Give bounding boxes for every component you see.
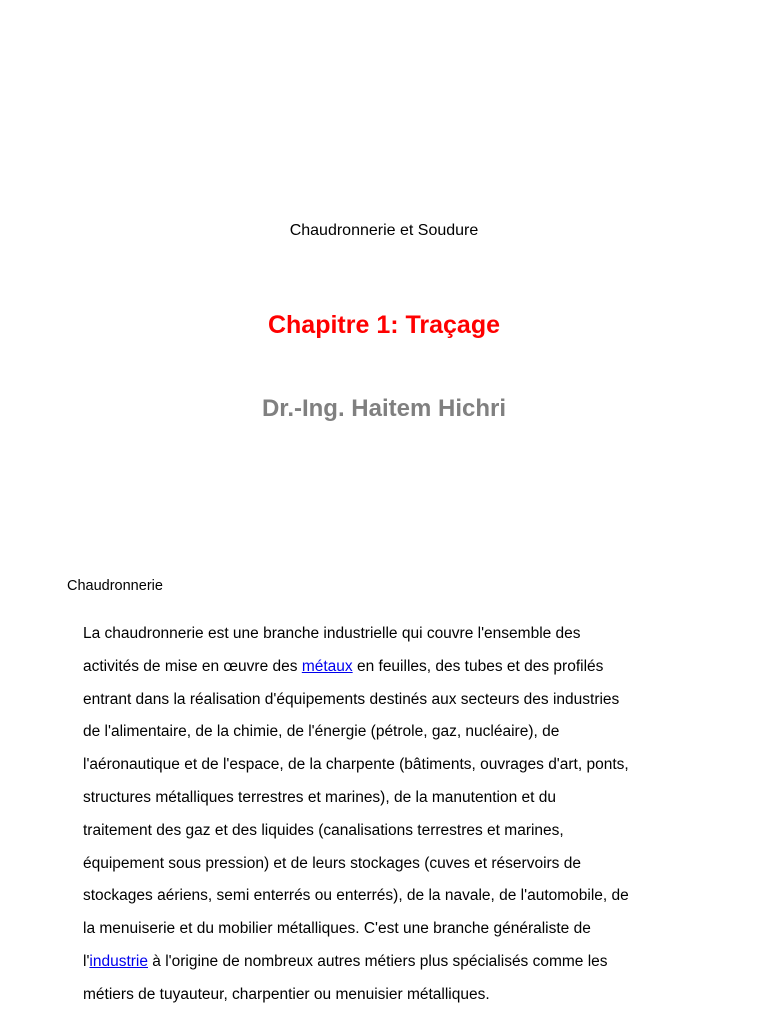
paragraph-line [83,651,693,684]
paragraph-line: de l'alimentaire, de la chimie, de l'énergie (pétrole, gaz, nucléaire), de [83,723,560,741]
body-paragraph [83,618,693,1012]
paragraph-text: l' [83,952,90,970]
paragraph-line: la menuiserie et du mobilier métalliques. C'est une branche généraliste de [83,920,591,938]
paragraph-line [83,946,693,979]
paragraph-text: activités de mise en œuvre des [83,657,302,675]
paragraph-line: structures métalliques terrestres et marines), de la manutention et du [83,788,556,806]
course-title: Chaudronnerie et Soudure [289,222,479,239]
paragraph-line: stockages aériens, semi enterrés ou enterrés), de la navale, de l'automobile, de [83,887,629,905]
industrie-link[interactable]: industrie [89,952,148,970]
paragraph-text: en feuilles, des tubes et des profilés [352,657,604,675]
chapter-title: Chapitre 1: Traçage [267,311,501,339]
paragraph-line: traitement des gaz et des liquides (canalisations terrestres et marines, [83,821,564,839]
metaux-link[interactable]: métaux [301,657,353,675]
paragraph-text: à l'origine de nombreux autres métiers plus spécialisés comme les [148,952,608,970]
paragraph-line: métiers de tuyauteur, charpentier ou menuisier métalliques. [83,985,490,1003]
paragraph-line: entrant dans la réalisation d'équipements destinés aux secteurs des industries [83,690,620,708]
author-name: Dr.-Ing. Haitem Hichri [261,395,507,422]
section-heading: Chaudronnerie [67,578,163,594]
paragraph-line: l'aéronautique et de l'espace, de la charpente (bâtiments, ouvrages d'art, ponts, [83,756,629,774]
paragraph-line: La chaudronnerie est une branche industrielle qui couvre l'ensemble des [83,625,581,642]
paragraph-line: équipement sous pression) et de leurs stockages (cuves et réservoirs de [83,854,581,872]
